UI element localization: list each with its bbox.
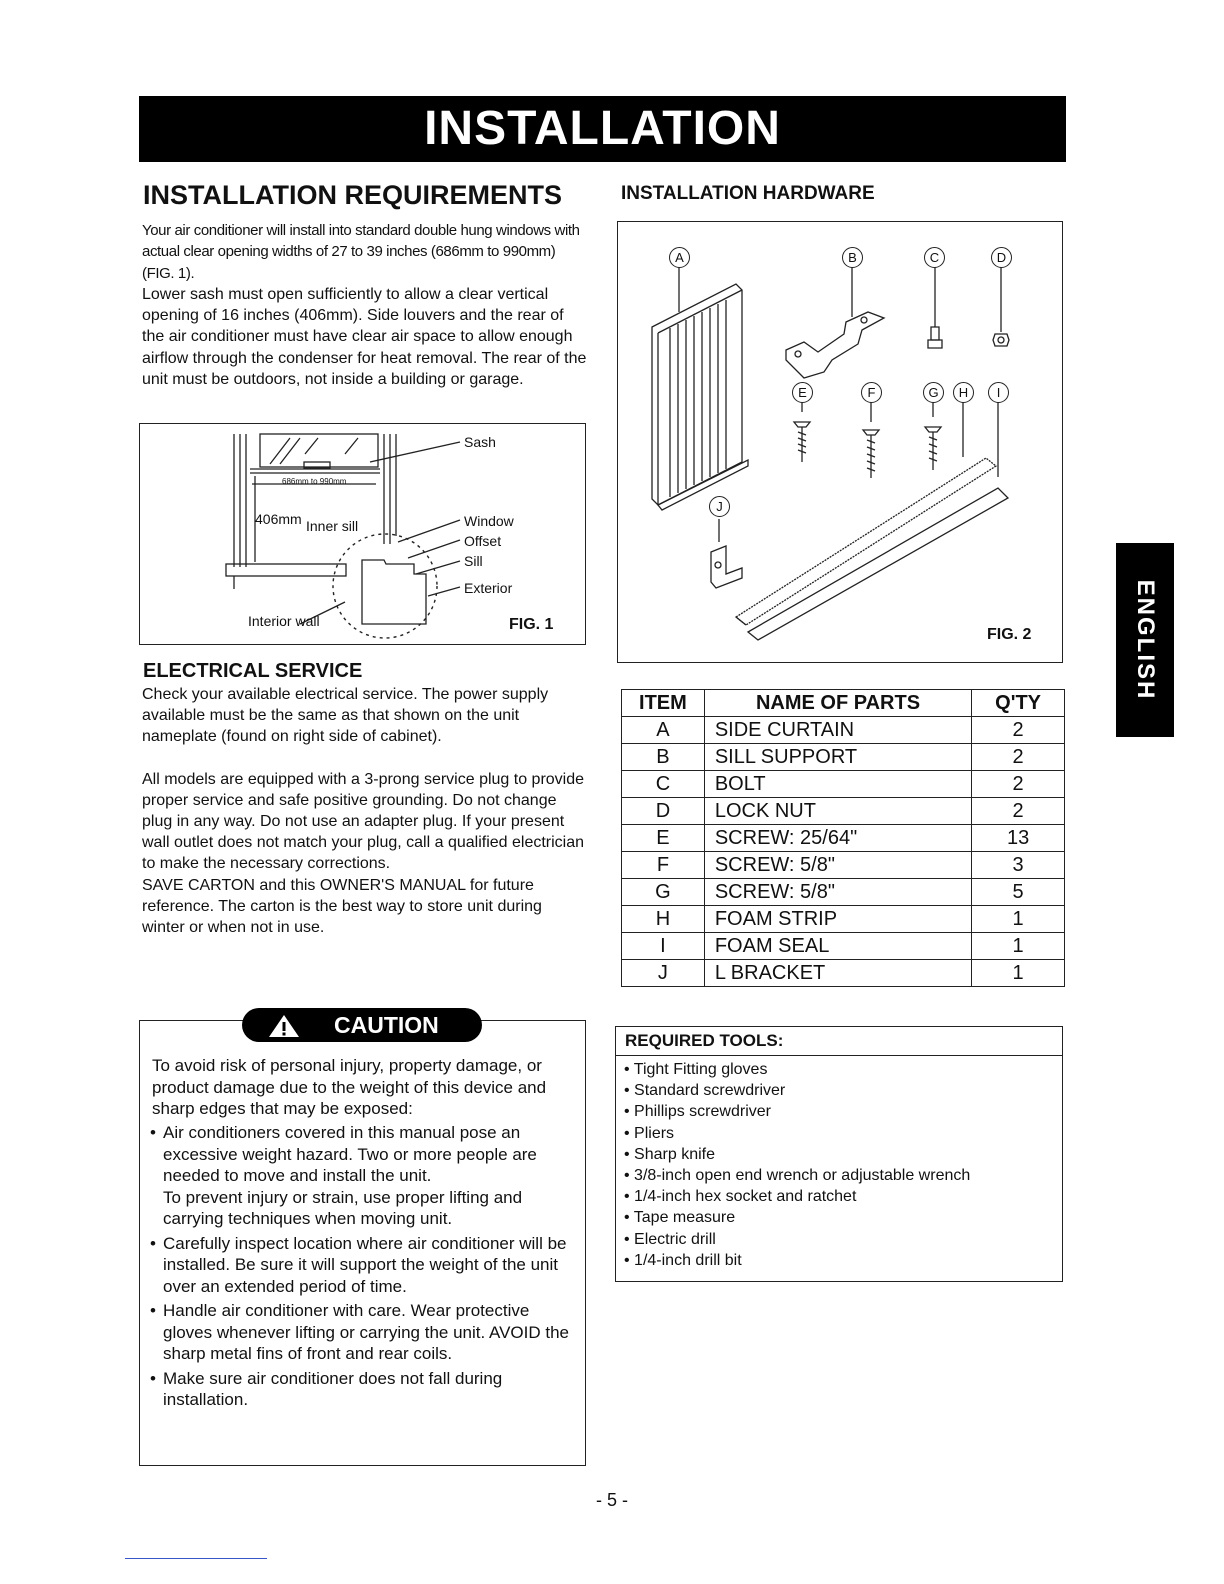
table-row <box>622 933 1065 960</box>
caution-label: CAUTION <box>334 1012 439 1038</box>
caution-item <box>150 1233 578 1298</box>
part-label-e: E <box>792 382 813 403</box>
tool-item: • Tape measure <box>624 1207 970 1228</box>
table-cell: 1 <box>972 906 1065 933</box>
requirements-para-2: Lower sash must open sufficiently to allow a clear vertical opening of 16 inches (406mm). Side louvers and the rear of the air conditioner must have clear air space to allow enough airflow through the condenser for heat removal. The rear of the unit must be outdoors, not inside a building or garage. <box>142 285 587 389</box>
table-cell: 13 <box>972 825 1065 852</box>
table-cell: LOCK NUT <box>704 798 971 825</box>
tool-item: • Sharp knife <box>624 1144 970 1165</box>
fig1-label-inner-sill: Inner sill <box>306 518 359 534</box>
page-banner-title: INSTALLATION <box>139 96 1066 162</box>
caution-item-extra: To prevent injury or strain, use proper lifting and carrying techniques when moving unit. <box>163 1187 523 1228</box>
table-cell: 1 <box>972 933 1065 960</box>
column-header-item: ITEM <box>622 690 705 717</box>
table-cell: L BRACKET <box>704 960 971 987</box>
table-cell: 2 <box>972 744 1065 771</box>
language-tab <box>1116 543 1174 737</box>
figure-1-window-diagram <box>139 423 586 645</box>
caution-item-text: Carefully inspect location where air conditioner will be installed. Be sure it will support the weight of the unit over an extended period of time. <box>163 1233 567 1296</box>
tool-item: • 1/4-inch drill bit <box>624 1250 970 1271</box>
table-row <box>622 771 1065 798</box>
table-cell: SCREW: 5/8" <box>704 879 971 906</box>
caution-item <box>150 1122 578 1230</box>
part-label-d: D <box>991 247 1012 268</box>
table-cell: FOAM SEAL <box>704 933 971 960</box>
table-cell: FOAM STRIP <box>704 906 971 933</box>
part-label-b: B <box>842 247 863 268</box>
table-row <box>622 744 1065 771</box>
part-label-h: H <box>953 382 974 403</box>
tool-item: • Tight Fitting gloves <box>624 1059 970 1080</box>
table-cell: J <box>622 960 705 987</box>
caution-intro: To avoid risk of personal injury, property damage, or product damage due to the weight of this device and sharp edges that may be exposed: <box>152 1056 547 1118</box>
installation-requirements-heading: INSTALLATION REQUIREMENTS <box>143 180 562 210</box>
caution-list <box>150 1122 578 1414</box>
part-label-c: C <box>924 247 945 268</box>
part-label-g: G <box>923 382 944 403</box>
column-header-qty: Q'TY <box>972 690 1065 717</box>
required-tools-list <box>624 1059 970 1271</box>
fig1-label-sash: Sash <box>464 434 496 450</box>
table-cell: B <box>622 744 705 771</box>
tool-item: • 1/4-inch hex socket and ratchet <box>624 1186 970 1207</box>
warning-triangle-icon <box>268 1014 300 1038</box>
table-cell: G <box>622 879 705 906</box>
requirements-para-1: Your air conditioner will install into standard double hung windows with actual clear opening widths of 27 to 39 inches (686mm to 990mm) (FIG. 1). <box>142 222 580 282</box>
caution-item <box>150 1368 578 1411</box>
table-cell: SCREW: 5/8" <box>704 852 971 879</box>
part-label-a: A <box>669 247 690 268</box>
language-tab-label: ENGLISH <box>1132 579 1159 701</box>
table-cell: 1 <box>972 960 1065 987</box>
table-cell: C <box>622 771 705 798</box>
part-label-j: J <box>709 496 730 517</box>
table-cell: E <box>622 825 705 852</box>
caution-item-text: Air conditioners covered in this manual pose an excessive weight hazard. Two or more people are needed to move and install the unit. <box>163 1123 537 1185</box>
table-cell: SCREW: 25/64" <box>704 825 971 852</box>
fig1-label-exterior: Exterior <box>464 580 513 596</box>
table-row <box>622 960 1065 987</box>
column-header-name: NAME OF PARTS <box>704 690 971 717</box>
caution-item-text: Handle air conditioner with care. Wear protective gloves whenever lifting or carrying the unit. AVOID the sharp metal fins of front and rear coils. <box>163 1301 569 1363</box>
fig2-caption: FIG. 2 <box>987 626 1032 643</box>
tool-item: • Phillips screwdriver <box>624 1101 970 1122</box>
table-cell: F <box>622 852 705 879</box>
tool-item: • Electric drill <box>624 1229 970 1250</box>
caution-item-text: Make sure air conditioner does not fall during installation. <box>163 1368 503 1409</box>
fig1-label-sill: Sill <box>464 553 483 569</box>
parts-table <box>621 689 1065 987</box>
table-header-row <box>622 690 1065 717</box>
fig1-label-height: 406mm <box>255 511 302 527</box>
table-cell: BOLT <box>704 771 971 798</box>
tool-item: • Pliers <box>624 1123 970 1144</box>
page-number: - 5 - <box>595 1490 628 1510</box>
electrical-para-1: Check your available electrical service. The power supply available must be the same as that shown on the unit nameplate (found on right side of cabinet). <box>142 686 549 746</box>
table-cell: 3 <box>972 852 1065 879</box>
table-row <box>622 879 1065 906</box>
electrical-para-3: SAVE CARTON and this OWNER'S MANUAL for future reference. The carton is the best way to store unit during winter or when not in use. <box>142 876 542 937</box>
installation-hardware-heading: INSTALLATION HARDWARE <box>621 183 875 204</box>
fig1-label-interior-wall: Interior wall <box>248 613 320 629</box>
fig1-caption: FIG. 1 <box>509 616 554 633</box>
table-cell: H <box>622 906 705 933</box>
table-row <box>622 825 1065 852</box>
fig1-label-window: Window <box>464 513 514 529</box>
table-row <box>622 717 1065 744</box>
installation-requirements-text <box>142 220 587 390</box>
electrical-service-text <box>142 684 587 938</box>
required-tools-box <box>615 1026 1063 1282</box>
fig1-label-width: 686mm to 990mm <box>282 477 347 486</box>
hardware-parts-drawing <box>618 222 1064 664</box>
table-cell: 5 <box>972 879 1065 906</box>
required-tools-heading: REQUIRED TOOLS: <box>616 1027 1062 1056</box>
table-cell: I <box>622 933 705 960</box>
table-row <box>622 798 1065 825</box>
caution-label-pill <box>242 1008 482 1042</box>
electrical-service-heading: ELECTRICAL SERVICE <box>143 660 363 682</box>
table-row <box>622 852 1065 879</box>
table-cell: 2 <box>972 717 1065 744</box>
tool-item: • Standard screwdriver <box>624 1080 970 1101</box>
table-row <box>622 906 1065 933</box>
fig1-label-offset: Offset <box>464 533 502 549</box>
tool-item: • 3/8-inch open end wrench or adjustable wrench <box>624 1165 970 1186</box>
figure-2-hardware-diagram <box>617 221 1063 663</box>
caution-item <box>150 1300 578 1365</box>
footer-rule <box>125 1558 267 1559</box>
part-label-i: I <box>988 382 1009 403</box>
table-cell: D <box>622 798 705 825</box>
table-cell: 2 <box>972 771 1065 798</box>
table-cell: A <box>622 717 705 744</box>
part-label-f: F <box>861 382 882 403</box>
table-cell: SIDE CURTAIN <box>704 717 971 744</box>
electrical-para-2: All models are equipped with a 3-prong service plug to provide proper service and safe positive grounding. Do not change plug in any way. Do not use an adapter plug. If your present wall outlet does not match your plug, call a qualified electrician to make the necessary corrections. <box>142 770 585 873</box>
table-cell: 2 <box>972 798 1065 825</box>
table-cell: SILL SUPPORT <box>704 744 971 771</box>
window-diagram-drawing <box>140 424 587 646</box>
